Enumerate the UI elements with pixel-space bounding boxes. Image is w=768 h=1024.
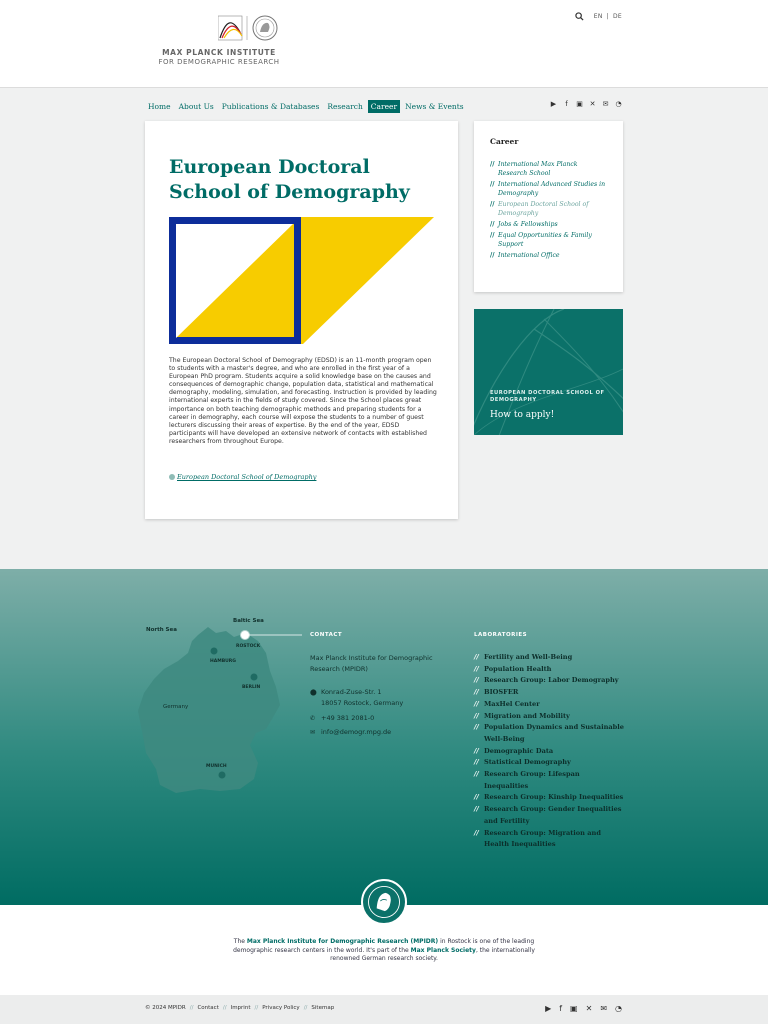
copyright: © 2024 MPIDR xyxy=(145,1005,186,1011)
page-title: European Doctoral School of Demography xyxy=(169,156,410,203)
content-card xyxy=(145,121,458,519)
map-label-north-sea: North Sea xyxy=(146,627,177,633)
subnav-title: Career xyxy=(490,137,519,146)
lab-item[interactable]: // Population Dynamics and Sustainable Well-Being xyxy=(474,723,624,743)
subnav-item-iasd[interactable]: // International Advanced Studies in Demography xyxy=(490,181,606,197)
mail-icon[interactable]: ✉ xyxy=(600,1004,608,1013)
laboratories-heading: LABORATORIES xyxy=(474,632,528,638)
logo-text-line1: MAX PLANCK INSTITUTE xyxy=(162,48,276,57)
footer-link-contact[interactable]: Contact xyxy=(197,1005,219,1011)
linkedin-icon[interactable]: ▣ xyxy=(570,1004,578,1013)
separator: // xyxy=(254,1005,259,1011)
subnav-item-jobs[interactable]: // Jobs & Fellowships xyxy=(490,221,558,228)
nav-about-us[interactable]: About Us xyxy=(178,101,214,111)
bottom-social-links xyxy=(545,1004,622,1013)
site-header xyxy=(0,0,768,88)
lab-item[interactable]: // Population Health xyxy=(474,664,552,673)
lab-item[interactable]: // Research Group: Lifespan Inequalities xyxy=(474,770,580,790)
separator: // xyxy=(222,1005,227,1011)
mpidr-logo-icon[interactable] xyxy=(218,14,282,42)
address-line1: Konrad-Zuse-Str. 1 xyxy=(321,688,382,696)
youtube-icon[interactable]: ▶ xyxy=(550,100,557,108)
lab-item[interactable]: // Fertility and Well-Being xyxy=(474,653,573,661)
nav-publications-databases[interactable]: Publications & Databases xyxy=(221,101,320,111)
subnav-item-equal-opportunities[interactable]: // Equal Opportunities & Family Support xyxy=(490,232,592,248)
edsd-link-row xyxy=(169,473,316,481)
rss-icon[interactable]: ◔ xyxy=(615,1004,622,1013)
nav-research[interactable]: Research xyxy=(327,101,363,111)
map-label-munich: MUNICH xyxy=(206,764,227,769)
search-icon[interactable] xyxy=(575,12,584,21)
edsd-illustration xyxy=(169,217,434,344)
about-band xyxy=(0,905,768,995)
phone-icon: ✆ xyxy=(310,715,316,722)
legal-links xyxy=(145,1005,334,1011)
map-label-germany: Germany xyxy=(163,704,189,710)
lab-item[interactable]: // Statistical Demography xyxy=(474,758,571,767)
map-label-hamburg: HAMBURG xyxy=(210,659,236,664)
subnav-list xyxy=(490,160,607,260)
footer-link-sitemap[interactable]: Sitemap xyxy=(311,1005,335,1011)
subnav-item-international-office[interactable]: // International Office xyxy=(490,252,560,259)
subnav-item-imprs[interactable]: // International Max Planck Research School xyxy=(490,161,578,177)
laboratories-list xyxy=(474,652,624,851)
logo-text-line2: FOR DEMOGRAPHIC RESEARCH xyxy=(158,58,280,66)
contact-heading: CONTACT xyxy=(310,632,343,638)
map-label-rostock: ROSTOCK xyxy=(236,644,261,649)
x-icon[interactable]: ✕ xyxy=(589,100,596,108)
lab-item[interactable]: // Migration and Mobility xyxy=(474,711,570,720)
main-nav xyxy=(145,99,469,113)
site-footer xyxy=(0,569,768,905)
mail-icon: ✉ xyxy=(310,729,316,736)
header-tools xyxy=(575,12,622,21)
bottom-bar xyxy=(0,995,768,1024)
linkedin-icon[interactable]: ▣ xyxy=(576,100,583,108)
lang-separator: | xyxy=(606,13,609,20)
about-society-link[interactable]: Max Planck Society xyxy=(410,946,476,954)
lab-item[interactable]: // Demographic Data xyxy=(474,746,554,755)
germany-map xyxy=(130,613,310,809)
nav-career[interactable]: Career xyxy=(368,100,400,113)
teaser-title: How to apply! xyxy=(490,410,555,420)
lang-en-link[interactable]: EN xyxy=(593,13,603,20)
lab-item[interactable]: // MaxHel Center xyxy=(474,699,540,708)
teaser-kicker: EUROPEAN DOCTORAL SCHOOL OF DEMOGRAPHY xyxy=(490,390,605,403)
address-line2: 18057 Rostock, Germany xyxy=(321,699,404,707)
x-icon[interactable]: ✕ xyxy=(585,1004,593,1013)
separator: // xyxy=(303,1005,308,1011)
about-institute-link[interactable]: Max Planck Institute for Demographic Research (MPIDR) xyxy=(246,938,439,945)
map-label-berlin: BERLIN xyxy=(242,685,261,690)
contact-address xyxy=(310,687,403,709)
lang-de-link[interactable]: DE xyxy=(612,13,622,20)
email-address[interactable]: info@demogr.mpg.de xyxy=(321,728,392,736)
how-to-apply-teaser[interactable] xyxy=(474,309,623,435)
intro-paragraph: The European Doctoral School of Demography (EDSD) is an 11-month program open to students with a master's degree, and who are enrolled in the first year of a European PhD program. Students acquire a solid knowledge base on the causes and consequences of demographic change, population data, statistical and mathematical demography, modeling, simulation, and forecasting. Instruction is provided by leading international experts in the fields of study covered. Since the School places great importance on both teaching demographic methods and preparing students for a career in demography, each course will expose the students to a number of guest lecturers discussing their areas of expertise. By the end of the year, EDSD participants will have developed an extensive network of contacts with established researchers from throughout Europe. xyxy=(169,357,437,445)
social-links xyxy=(550,101,622,108)
map-label-baltic-sea: Baltic Sea xyxy=(233,618,264,624)
nav-news-events[interactable]: News & Events xyxy=(405,101,464,111)
lab-item[interactable]: // Research Group: Migration and Health Inequalities xyxy=(474,828,601,849)
edsd-link[interactable]: European Doctoral School of Demography xyxy=(177,473,317,481)
phone-number[interactable]: +49 381 2081-0 xyxy=(321,714,375,722)
max-planck-society-emblem-icon[interactable] xyxy=(361,879,407,925)
contact-email[interactable] xyxy=(310,727,391,738)
facebook-icon[interactable]: f xyxy=(559,1004,563,1013)
location-pin-icon: ⬤ xyxy=(310,689,317,696)
lab-item[interactable]: // BIOSFER xyxy=(474,688,519,697)
rss-icon[interactable]: ◔ xyxy=(615,100,622,108)
contact-org: Max Planck Institute for Demographic Research (MPIDR) xyxy=(310,654,433,673)
footer-link-imprint[interactable]: Imprint xyxy=(230,1005,251,1011)
separator: // xyxy=(189,1005,194,1011)
subnav-item-edsd[interactable]: // European Doctoral School of Demography xyxy=(490,201,589,217)
about-text: The Max Planck Institute for Demographic Research (MPIDR) in Rostock is one of the leading demographic research centers in the world. It's part of the Max Planck Society, the internationally renowned German research society. xyxy=(233,938,535,963)
lab-item[interactable]: // Research Group: Labor Demography xyxy=(474,676,619,685)
lab-item[interactable]: // Research Group: Kinship Inequalities xyxy=(474,793,624,802)
footer-link-privacy-policy[interactable]: Privacy Policy xyxy=(262,1005,300,1011)
facebook-icon[interactable]: f xyxy=(565,100,568,108)
mail-icon[interactable]: ✉ xyxy=(602,100,609,108)
nav-home[interactable]: Home xyxy=(148,101,171,111)
career-subnav xyxy=(474,121,623,292)
lab-item[interactable]: // Research Group: Gender Inequalities and Fertility xyxy=(474,805,622,825)
link-icon xyxy=(169,474,175,480)
contact-phone[interactable] xyxy=(310,713,374,724)
youtube-icon[interactable]: ▶ xyxy=(545,1004,552,1013)
